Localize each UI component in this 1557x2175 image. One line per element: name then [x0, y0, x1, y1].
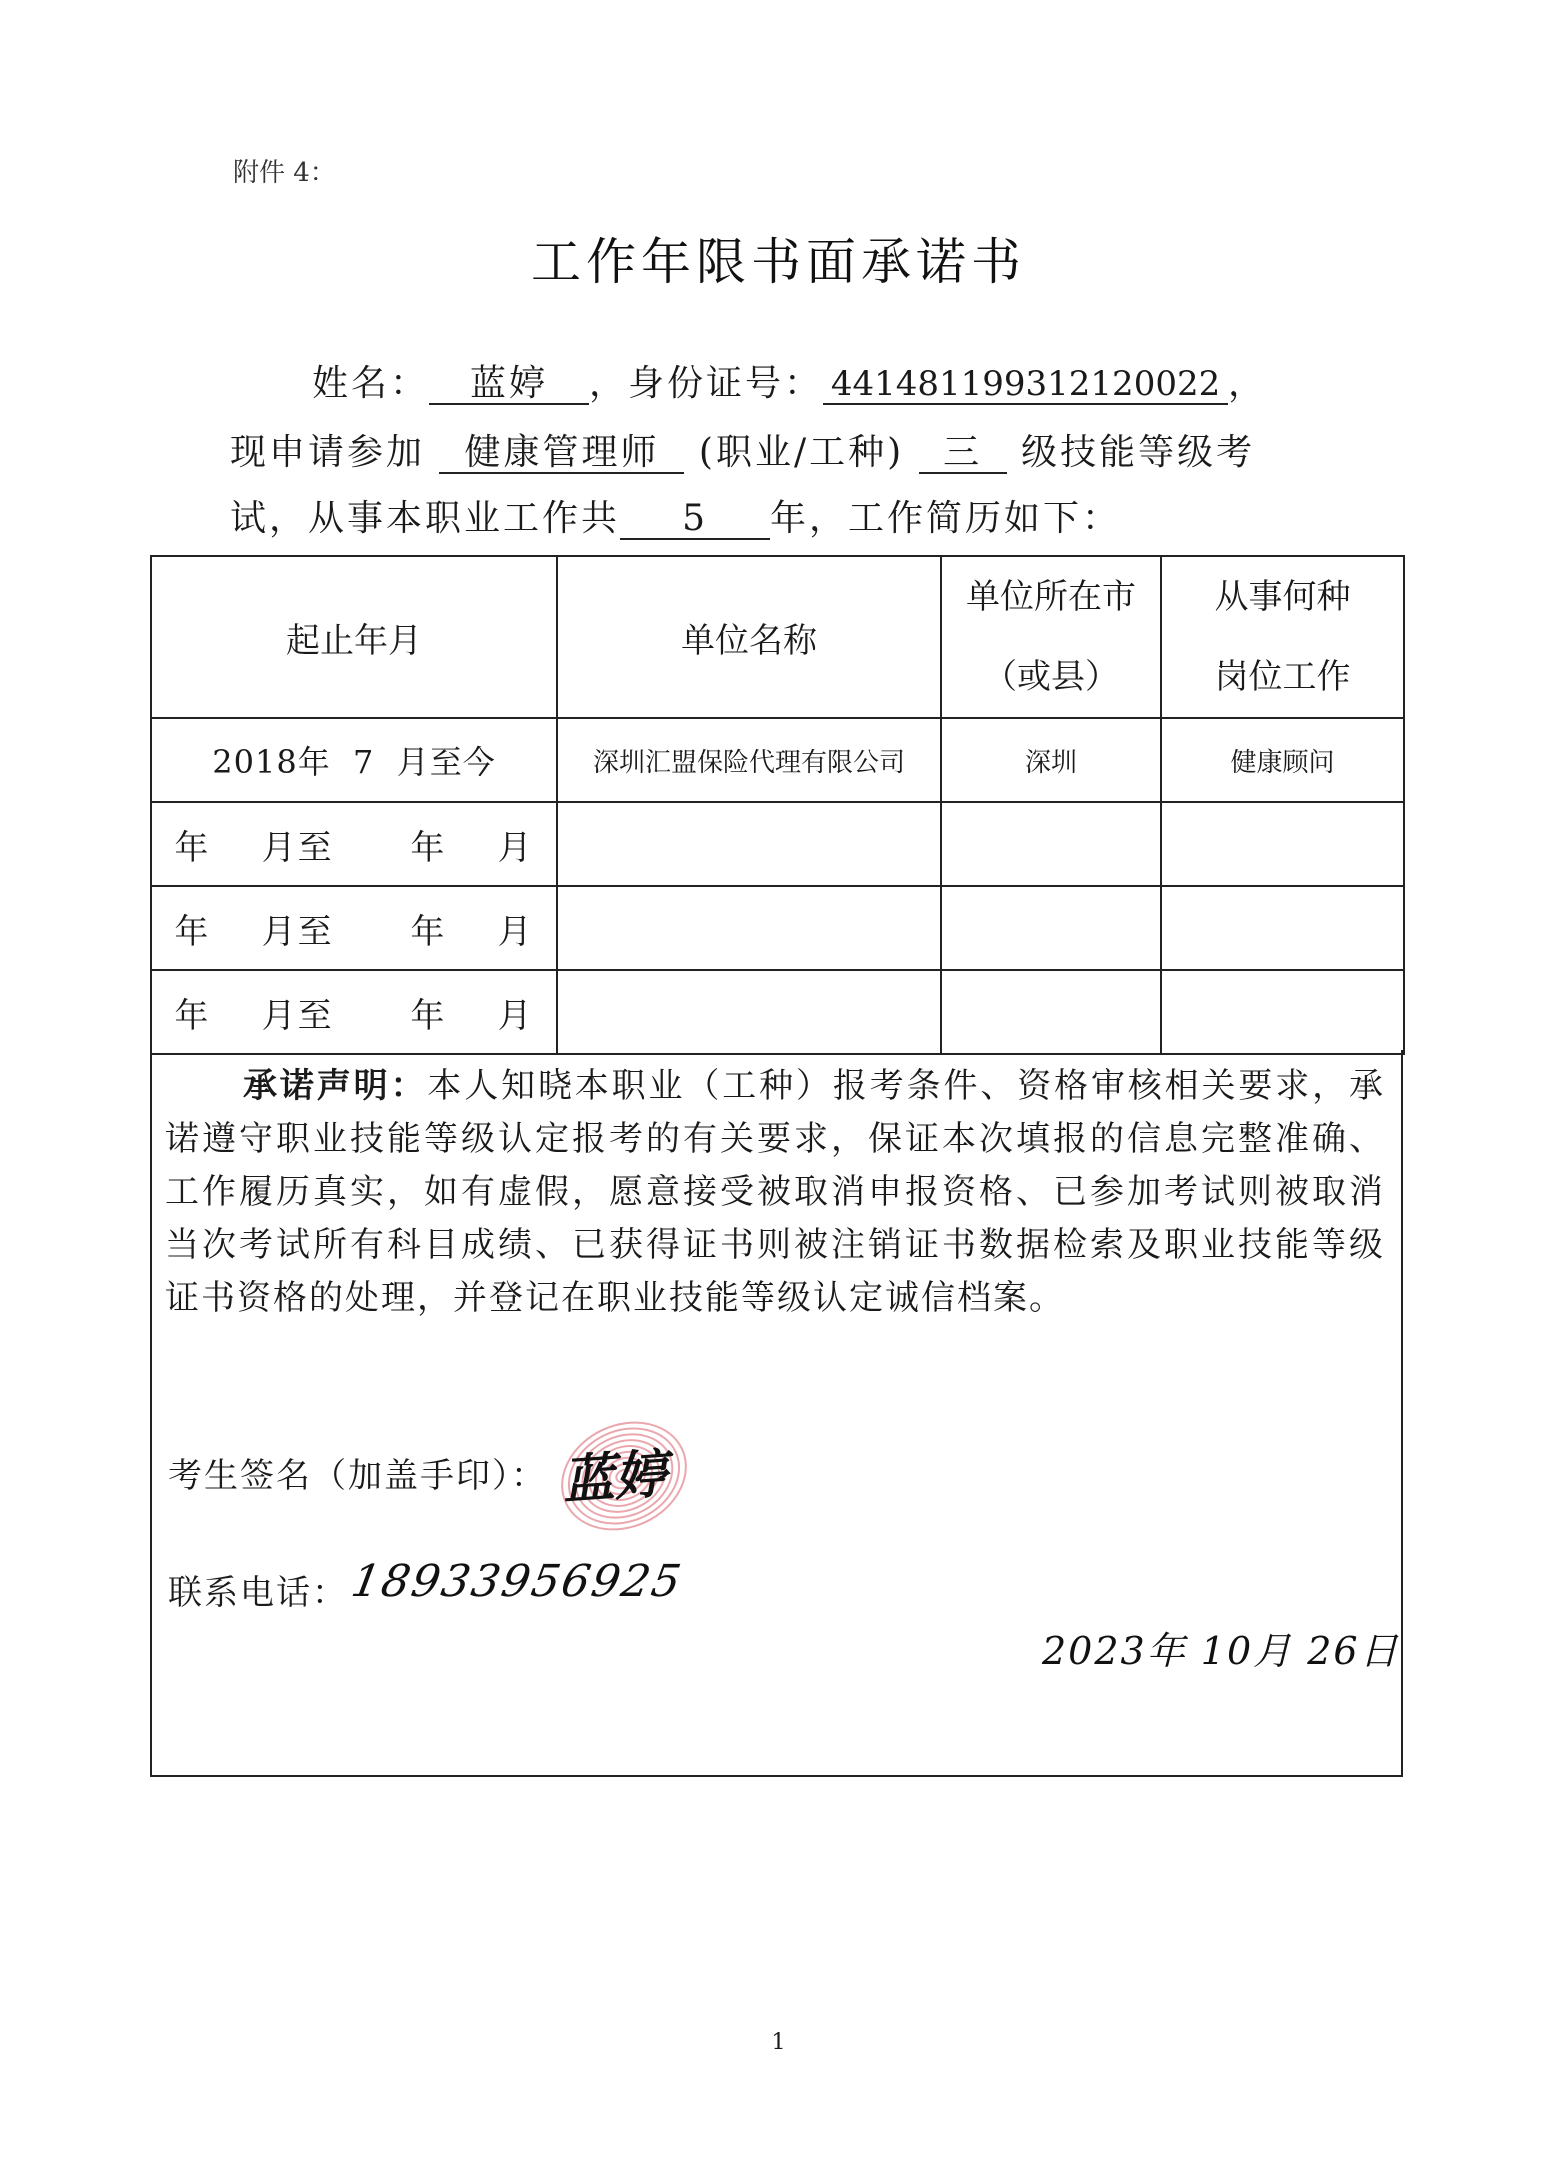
level-value: 三: [919, 434, 1007, 474]
row2-period: 年 月至 年 月: [151, 802, 557, 886]
header-period: 起止年月: [151, 556, 557, 718]
pledge-statement: [165, 1060, 1385, 1325]
attachment-label: 附件 4：: [233, 158, 336, 188]
occupation-value: 健康管理师: [439, 434, 684, 474]
phone-label: 联系电话：: [168, 1573, 348, 1613]
pledge-label: 承诺声明：: [243, 1066, 428, 1106]
table-row: [151, 886, 1404, 970]
table-header-row: [151, 556, 1404, 718]
row4-post: [1161, 970, 1404, 1054]
row1-company: 深圳汇盟保险代理有限公司: [557, 718, 941, 802]
row1-post: 健康顾问: [1161, 718, 1404, 802]
table-row: [151, 802, 1404, 886]
id-label: ，身份证号：: [589, 363, 824, 404]
row4-period: 年 月至 年 月: [151, 970, 557, 1054]
apply-line: [230, 424, 1255, 475]
phone-handwritten: 18933956925: [347, 1556, 687, 1607]
id-number-value: 441481199312120022: [823, 367, 1228, 405]
row3-company: [557, 886, 941, 970]
header-post-line2: 岗位工作: [1214, 657, 1351, 697]
row3-period: 年 月至 年 月: [151, 886, 557, 970]
name-label: 姓名：: [312, 363, 430, 404]
document-title: 工作年限书面承诺书: [531, 233, 1026, 291]
id-end: ，: [1228, 363, 1268, 404]
row4-company: [557, 970, 941, 1054]
name-id-line: [312, 355, 1267, 406]
level-suffix: 级技能等级考: [1021, 432, 1256, 473]
signature-label: 考生签名（加盖手印）：: [168, 1456, 547, 1496]
row3-city: [941, 886, 1161, 970]
years-prefix: 试，从事本职业工作共: [230, 498, 621, 539]
row1-city: 深圳: [941, 718, 1161, 802]
years-suffix: 年，工作简历如下：: [770, 498, 1122, 539]
row2-city: [941, 802, 1161, 886]
header-city: [941, 556, 1161, 718]
header-city-line1: 单位所在市: [966, 577, 1136, 617]
work-history-table: [150, 555, 1405, 1055]
row2-post: [1161, 802, 1404, 886]
pledge-text: 本人知晓本职业（工种）报考条件、资格审核相关要求，承诺遵守职业技能等级认定报考的有关要求，保证本次填报的信息完整准确、工作履历真实，如有虚假，愿意接受被取消申报资格、已参加考试则被取消当次考试所有科目成绩、已获得证书则被注销证书数据检索及职业技能等级证书资格的处理，并登记在职业技能等级认定诚信档案。: [165, 1066, 1386, 1318]
header-city-line2: （或县）: [983, 657, 1119, 697]
row1-period: 2018年 7 月至今: [151, 718, 557, 802]
row2-company: [557, 802, 941, 886]
page-number: 1: [771, 2030, 786, 2055]
header-post: [1161, 556, 1404, 718]
occupation-suffix: (职业/工种): [698, 432, 905, 473]
row3-post: [1161, 886, 1404, 970]
table-row: [151, 970, 1404, 1054]
years-value: 5: [620, 500, 770, 540]
name-value: 蓝婷: [429, 365, 589, 405]
years-line: [230, 490, 1121, 541]
signature-handwritten: 蓝婷: [560, 1443, 669, 1512]
header-post-line1: 从事何种: [1214, 577, 1351, 617]
table-row: [151, 718, 1404, 802]
apply-label: 现申请参加: [230, 432, 426, 473]
header-company: 单位名称: [557, 556, 941, 718]
signature-date: 2023年 10月 26日: [1042, 1629, 1400, 1673]
row4-city: [941, 970, 1161, 1054]
